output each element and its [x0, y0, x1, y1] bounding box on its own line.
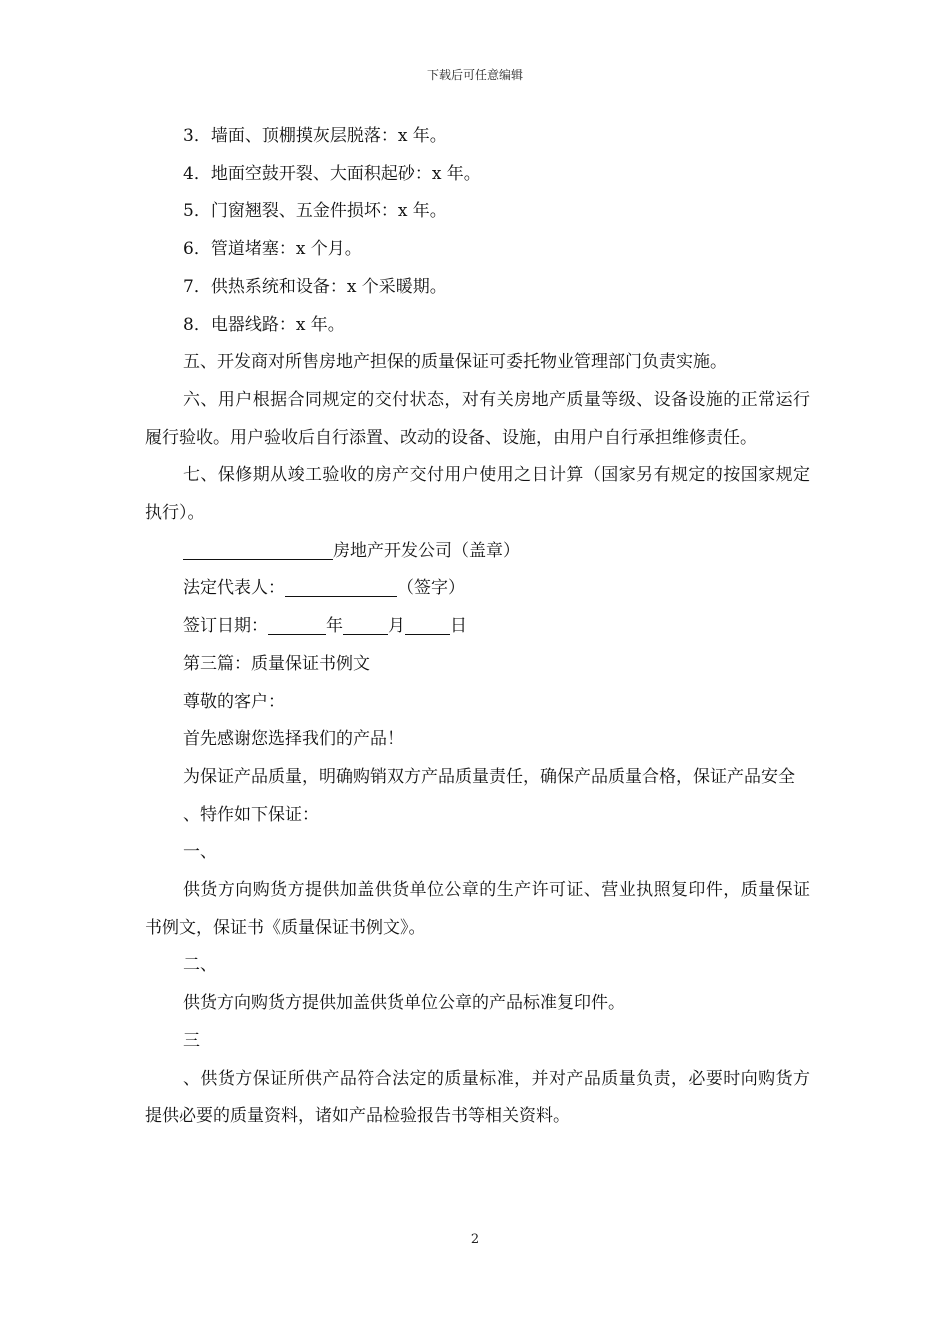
- section-3-title: 第三篇：质量保证书例文: [183, 653, 370, 674]
- warranty-item-6: 6．管道堵塞：x 个月。: [183, 239, 362, 260]
- warranty-item-7: 7．供热系统和设备：x 个采暖期。: [183, 276, 447, 297]
- clause-6: 六、用户根据合同规定的交付状态，对有关房地产质量等级、设备设施的正常运行履行验收。用户验收后自行添置、改动的设备、设施，由用户自行承担维修责任。: [145, 389, 810, 448]
- month-blank: [343, 612, 388, 635]
- clause-5: 五、开发商对所售房地产担保的质量保证可委托物业管理部门负责实施。: [183, 352, 727, 373]
- warranty-item-4: 4．地面空鼓开裂、大面积起砂：x 年。: [183, 163, 481, 184]
- document-body: [145, 118, 810, 1136]
- sign-date-label: 签订日期：: [183, 616, 268, 637]
- year-blank: [268, 612, 326, 635]
- warranty-item-5: 5．门窗翘裂、五金件损坏：x 年。: [183, 201, 447, 222]
- legal-rep-label: 法定代表人：: [183, 578, 285, 599]
- company-seal-label: 房地产开发公司（盖章）: [333, 540, 520, 561]
- item-2-number: 二、: [183, 955, 217, 976]
- item-2-text: 供货方向购货方提供加盖供货单位公章的产品标准复印件。: [183, 993, 625, 1014]
- page-header: 下载后可任意编辑: [426, 68, 523, 82]
- company-seal-line: [145, 533, 810, 571]
- guarantee-intro: 、特作如下保证：: [183, 804, 319, 825]
- purpose-paragraph: 为保证产品质量，明确购销双方产品质量责任，确保产品质量合格，保证产品安全: [183, 766, 795, 787]
- item-1-number: 一、: [183, 842, 217, 863]
- greeting: 尊敬的客户：: [183, 691, 285, 712]
- clause-7: 七、保修期从竣工验收的房产交付用户使用之日计算（国家另有规定的按国家规定执行）。: [145, 465, 810, 524]
- company-name-blank: [183, 537, 333, 560]
- signature-label: （签字）: [397, 578, 465, 599]
- day-blank: [405, 612, 450, 635]
- item-1-text: 供货方向购货方提供加盖供货单位公章的生产许可证、营业执照复印件，质量保证书例文，保证书《质量保证书例文》。: [145, 880, 810, 938]
- day-label: 日: [450, 616, 467, 637]
- warranty-item-3: 3．墙面、顶棚摸灰层脱落：x 年。: [183, 126, 447, 146]
- month-label: 月: [388, 616, 405, 637]
- item-3-number: 三: [183, 1030, 200, 1051]
- page-number: 2: [470, 1232, 480, 1247]
- warranty-item-8: 8．电器线路：x 年。: [183, 314, 345, 335]
- legal-rep-line: [145, 570, 810, 608]
- item-3-text: 、供货方保证所供产品符合法定的质量标准，并对产品质量负责，必要时向购货方提供必要的质量资料，诸如产品检验报告书等相关资料。: [145, 1068, 810, 1127]
- thanks-line: 首先感谢您选择我们的产品！: [183, 729, 404, 750]
- legal-rep-blank: [285, 574, 397, 597]
- year-label: 年: [326, 616, 343, 637]
- sign-date-line: [145, 608, 810, 646]
